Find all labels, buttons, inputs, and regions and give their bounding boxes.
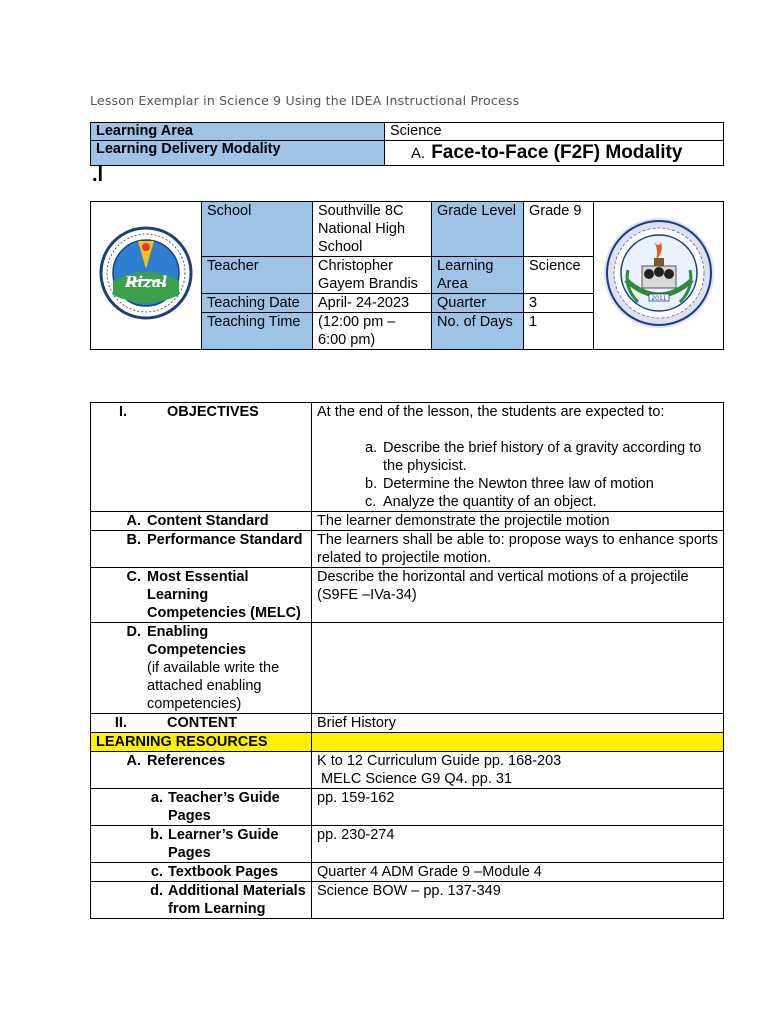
- objectives-label: OBJECTIVES: [167, 404, 259, 420]
- list-item: a. Describe the brief history of a gravity according to the physicist.: [365, 440, 702, 474]
- school-label: School: [202, 202, 313, 257]
- no-of-days-value: 1: [524, 313, 594, 350]
- enabling-competencies-label: D. Enabling Competencies (if available write the attached enabling competencies): [91, 623, 312, 714]
- svg-text:Rizal: Rizal: [124, 273, 168, 291]
- learning-resources-value: [312, 733, 724, 752]
- content-standard-value: The learner demonstrate the projectile motion: [312, 512, 724, 531]
- deped-logo-cell: [91, 202, 202, 350]
- learners-guide-value: pp. 230-274: [312, 826, 724, 863]
- info-table: [90, 122, 724, 166]
- deped-seal-icon: [98, 225, 194, 321]
- lesson-plan-table: [90, 402, 724, 919]
- school-info-table: [90, 201, 724, 350]
- references-value: K to 12 Curriculum Guide pp. 168-203 MELC Science G9 Q4. pp. 31: [312, 752, 724, 789]
- quarter-value: 3: [524, 294, 594, 313]
- grade-label: Grade Level: [432, 202, 524, 257]
- content-heading: II. CONTENT: [91, 714, 312, 733]
- objectives-heading: I. OBJECTIVES: [91, 403, 312, 512]
- school-seal-icon: [604, 218, 714, 328]
- enabling-competencies-value: [312, 623, 724, 714]
- objectives-list: [317, 439, 718, 511]
- teachers-guide-label: a. Teacher’s Guide Pages: [91, 789, 312, 826]
- school-value: Southville 8C National High School: [313, 202, 432, 257]
- learning-area-value-2: Science: [524, 257, 594, 294]
- additional-materials-value: Science BOW – pp. 137-349: [312, 882, 724, 919]
- teaching-time-value: (12:00 pm – 6:00 pm): [313, 313, 432, 350]
- textbook-pages-value: Quarter 4 ADM Grade 9 –Module 4: [312, 863, 724, 882]
- learning-resources-heading: LEARNING RESOURCES: [91, 733, 312, 752]
- document-header: Lesson Exemplar in Science 9 Using the IDEA Instructional Process: [90, 93, 520, 108]
- teaching-date-label: Teaching Date: [202, 294, 313, 313]
- stray-mark: .l: [92, 164, 104, 186]
- no-of-days-label: No. of Days: [432, 313, 524, 350]
- list-item: c. Analyze the quantity of an object.: [365, 494, 597, 510]
- school-logo-cell: [594, 202, 724, 350]
- svg-text:2011: 2011: [650, 295, 667, 302]
- content-value: Brief History: [312, 714, 724, 733]
- additional-materials-label: d. Additional Materials from Learning: [91, 882, 312, 919]
- modality-cell: [385, 141, 724, 166]
- references-label: A. References: [91, 752, 312, 789]
- grade-value: Grade 9: [524, 202, 594, 257]
- melc-label: C. Most Essential Learning Competencies (MELC): [91, 568, 312, 623]
- performance-standard-value: The learners shall be able to: propose ways to enhance sports related to projectile motion.: [312, 531, 724, 568]
- learning-area-label-2: Learning Area: [432, 257, 524, 294]
- quarter-label: Quarter: [432, 294, 524, 313]
- performance-standard-label: B. Performance Standard: [91, 531, 312, 568]
- textbook-pages-label: c. Textbook Pages: [91, 863, 312, 882]
- teaching-time-label: Teaching Time: [202, 313, 313, 350]
- teacher-value: Christopher Gayem Brandis: [313, 257, 432, 294]
- melc-value: Describe the horizontal and vertical motions of a projectile (S9FE –IVa-34): [312, 568, 724, 623]
- objectives-intro: At the end of the lesson, the students are expected to:: [317, 404, 665, 420]
- modality-prefix: A.: [411, 145, 426, 162]
- list-item: b. Determine the Newton three law of motion: [365, 476, 654, 492]
- content-standard-label: A. Content Standard: [91, 512, 312, 531]
- objectives-content: [312, 403, 724, 512]
- learning-area-label: Learning Area: [91, 123, 385, 141]
- learning-area-value: Science: [385, 123, 724, 141]
- modality-label: Learning Delivery Modality: [91, 141, 385, 166]
- teachers-guide-value: pp. 159-162: [312, 789, 724, 826]
- learners-guide-label: b. Learner’s Guide Pages: [91, 826, 312, 863]
- teaching-date-value: April- 24-2023: [313, 294, 432, 313]
- teacher-label: Teacher: [202, 257, 313, 294]
- enabling-note: (if available write the attached enabling competencies): [147, 660, 280, 712]
- modality-value: Face-to-Face (F2F) Modality: [431, 142, 683, 163]
